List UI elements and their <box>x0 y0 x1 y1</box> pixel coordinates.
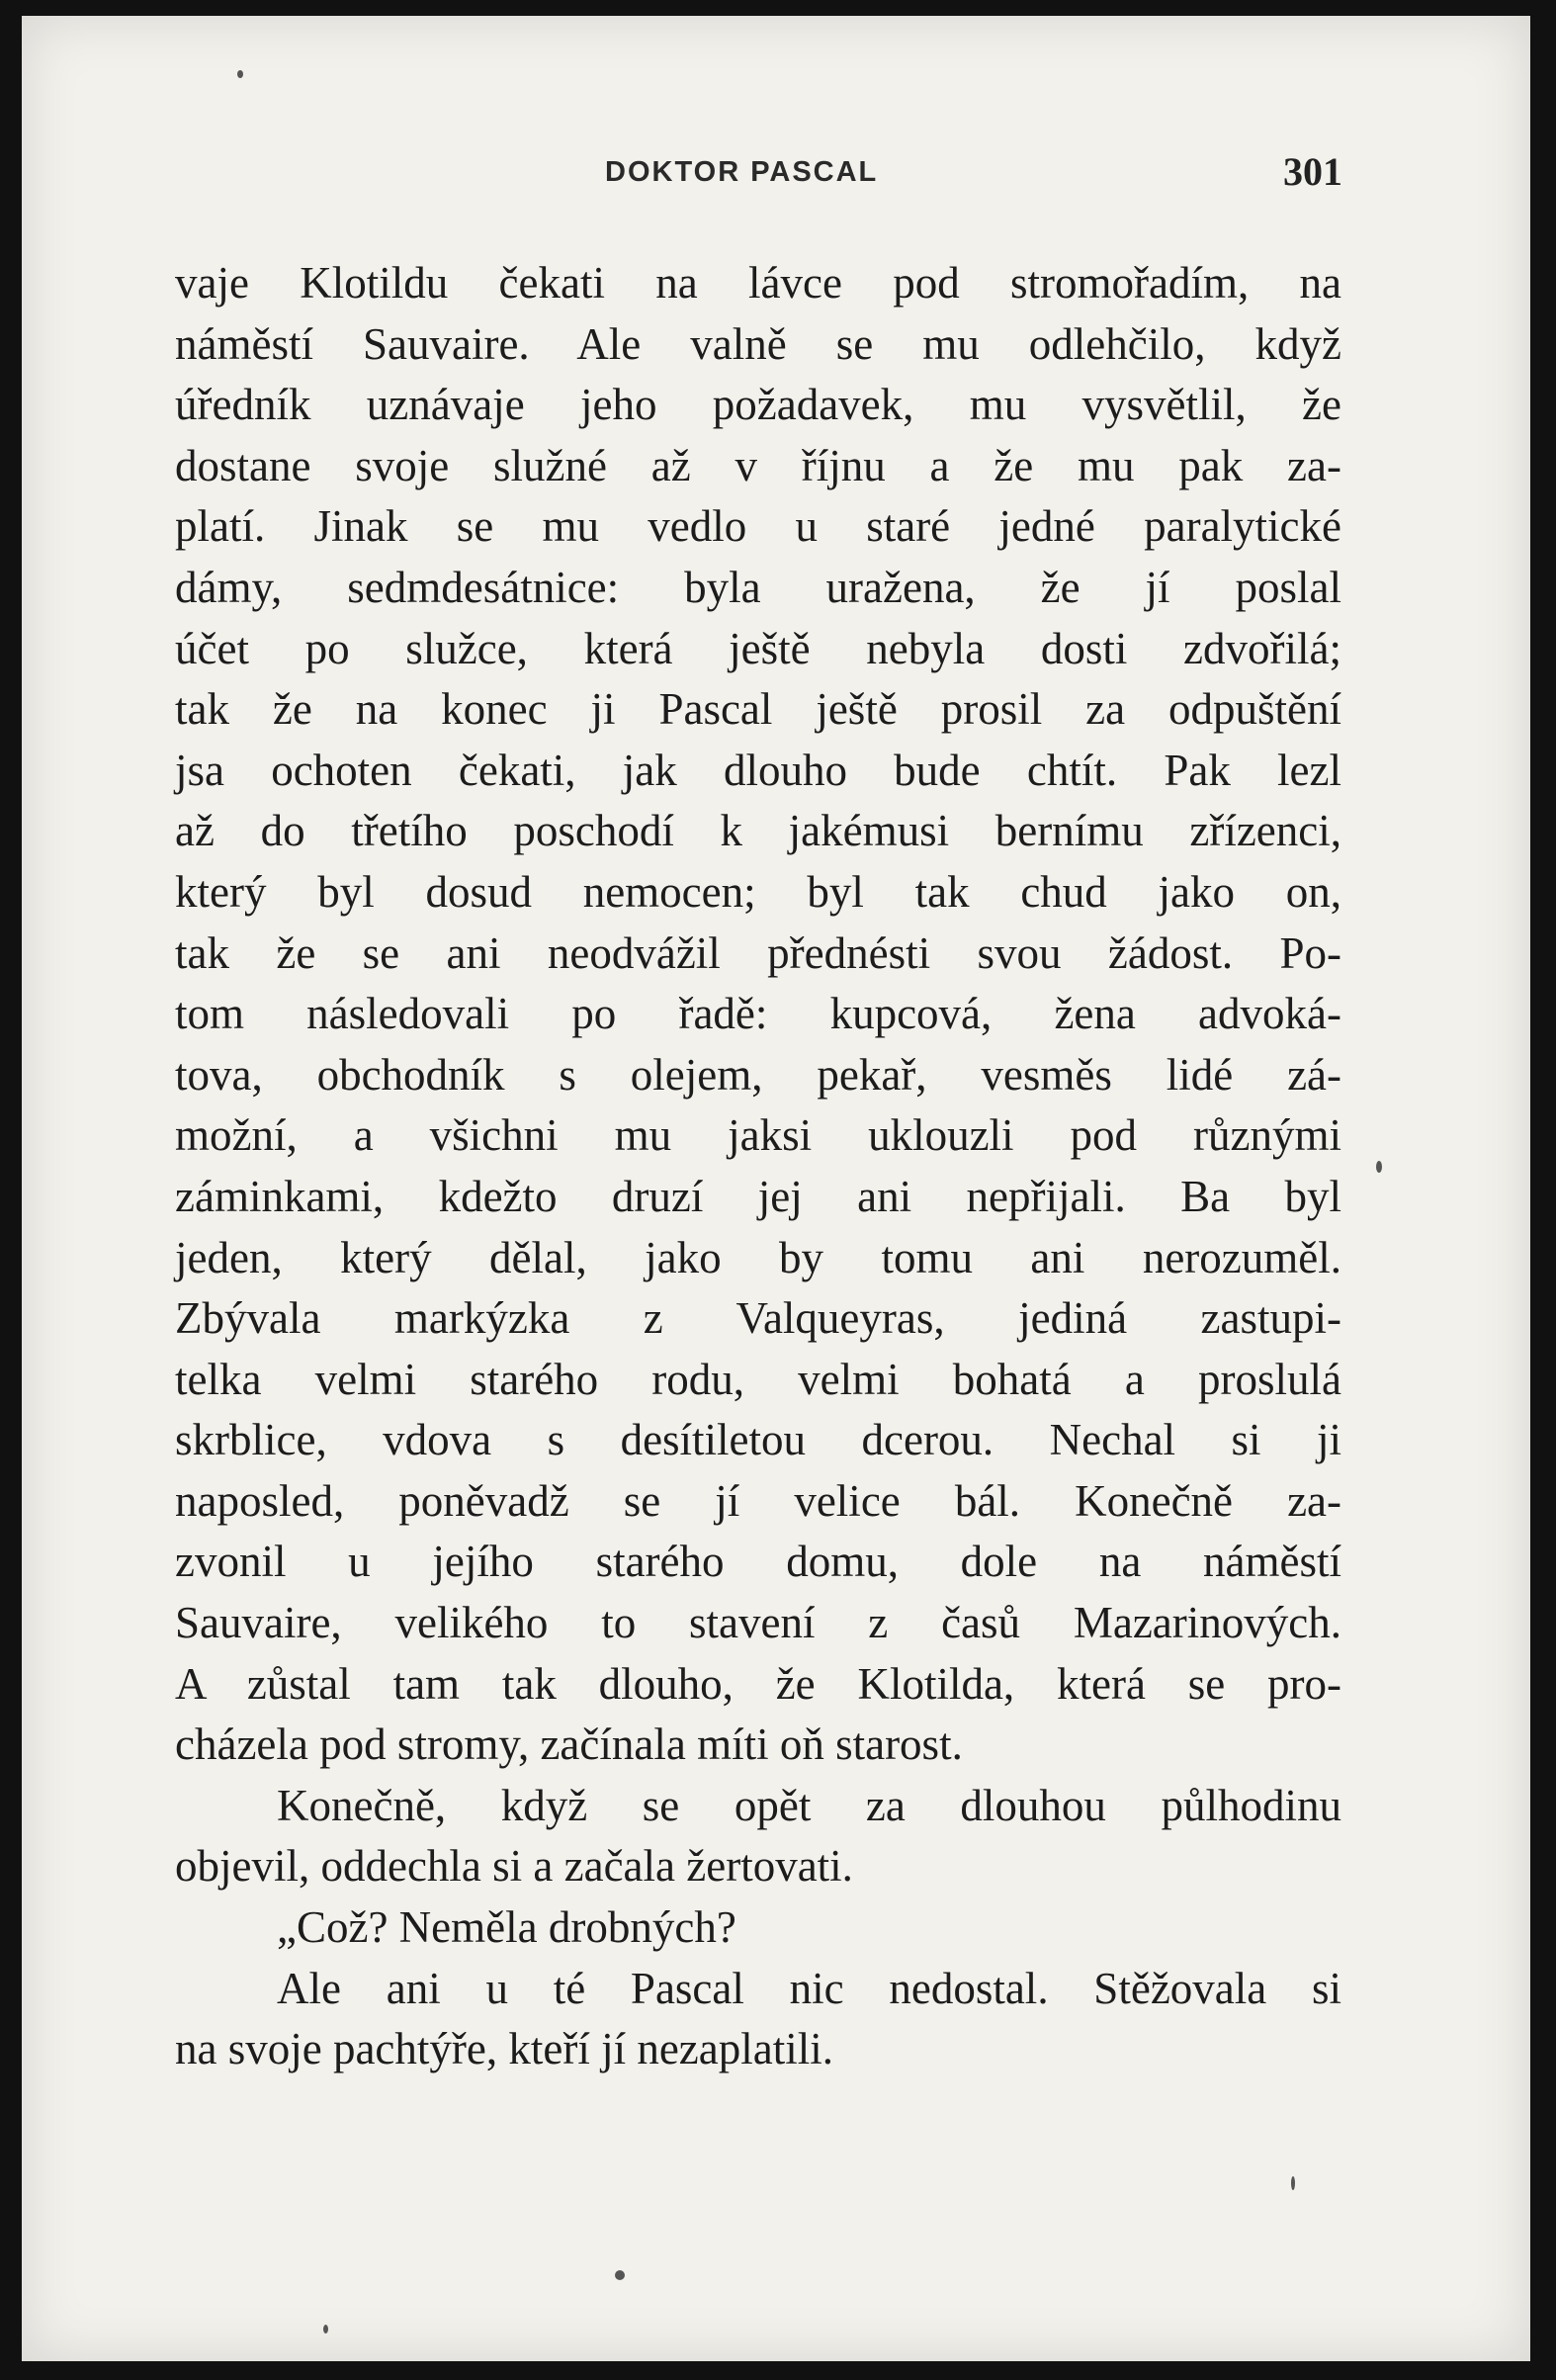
text-line: který byl dosud nemocen; byl tak chud jako on, <box>175 866 1341 917</box>
text-line: záminkami, kdežto druzí jej ani nepřijali. Ba byl <box>175 1171 1341 1221</box>
print-speck <box>615 2270 625 2280</box>
text-line: možní, a všichni mu jaksi uklouzli pod různými <box>175 1110 1341 1161</box>
running-title: DOKTOR PASCAL <box>605 156 879 188</box>
text-line: úředník uznávaje jeho požadavek, mu vysvětlil, že <box>175 380 1341 430</box>
text-line: náměstí Sauvaire. Ale valně se mu odlehčilo, když <box>175 318 1341 369</box>
text-line: platí. Jinak se mu vedlo u staré jedné paralytické <box>175 501 1341 552</box>
text-line: tak že se ani neodvážil přednésti svou žádost. Po- <box>175 927 1341 978</box>
text-line: tom následovali po řadě: kupcová, žena advoká- <box>175 989 1341 1039</box>
text-line: tak že na konec ji Pascal ještě prosil za odpuštění <box>175 684 1341 735</box>
text-line: zvonil u jejího starého domu, dole na náměstí <box>175 1537 1341 1587</box>
text-line: Zbývala markýzka z Valqueyras, jediná zastupi- <box>175 1293 1341 1344</box>
page-number: 301 <box>1283 149 1342 194</box>
text-line: Konečně, když se opět za dlouhou půlhodinu <box>277 1780 1341 1830</box>
print-speck <box>1376 1161 1382 1173</box>
text-line: účet po služce, která ještě nebyla dosti zdvořilá; <box>175 623 1341 673</box>
text-line: vaje Klotildu čekati na lávce pod stromořadím, na <box>175 258 1341 308</box>
text-line: telka velmi starého rodu, velmi bohatá a proslulá <box>175 1354 1341 1404</box>
book-page <box>22 16 1530 2361</box>
text-line: Sauvaire, velikého to stavení z časů Mazarinových. <box>175 1598 1341 1648</box>
text-line: naposled, poněvadž se jí velice bál. Konečně za- <box>175 1475 1341 1526</box>
print-speck <box>323 2325 328 2334</box>
text-line: jeden, který dělal, jako by tomu ani nerozuměl. <box>175 1232 1341 1282</box>
text-line: Ale ani u té Pascal nic nedostal. Stěžovala si <box>277 1963 1341 2013</box>
print-speck <box>1291 2176 1295 2190</box>
text-line: až do třetího poschodí k jakémusi bernímu zřízenci, <box>175 806 1341 856</box>
page-header <box>22 149 1530 206</box>
text-line: A zůstal tam tak dlouho, že Klotilda, která se pro- <box>175 1658 1341 1709</box>
text-line: na svoje pachtýře, kteří jí nezaplatili. <box>175 2024 833 2074</box>
print-speck <box>237 70 243 78</box>
text-line: skrblice, vdova s desítiletou dcerou. Nechal si ji <box>175 1415 1341 1465</box>
text-line: dostane svoje služné až v říjnu a že mu pak za- <box>175 440 1341 490</box>
text-line: objevil, oddechla si a začala žertovati. <box>175 1841 853 1892</box>
text-line: jsa ochoten čekati, jak dlouho bude chtít. Pak lezl <box>175 745 1341 795</box>
text-line: tova, obchodník s olejem, pekař, vesměs lidé zá- <box>175 1049 1341 1100</box>
text-line: cházela pod stromy, začínala míti oň starost. <box>175 1719 963 1770</box>
text-line: dámy, sedmdesátnice: byla uražena, že jí poslal <box>175 562 1341 612</box>
body-text <box>175 253 1341 2080</box>
text-line: „Což? Neměla drobných? <box>277 1902 736 1953</box>
